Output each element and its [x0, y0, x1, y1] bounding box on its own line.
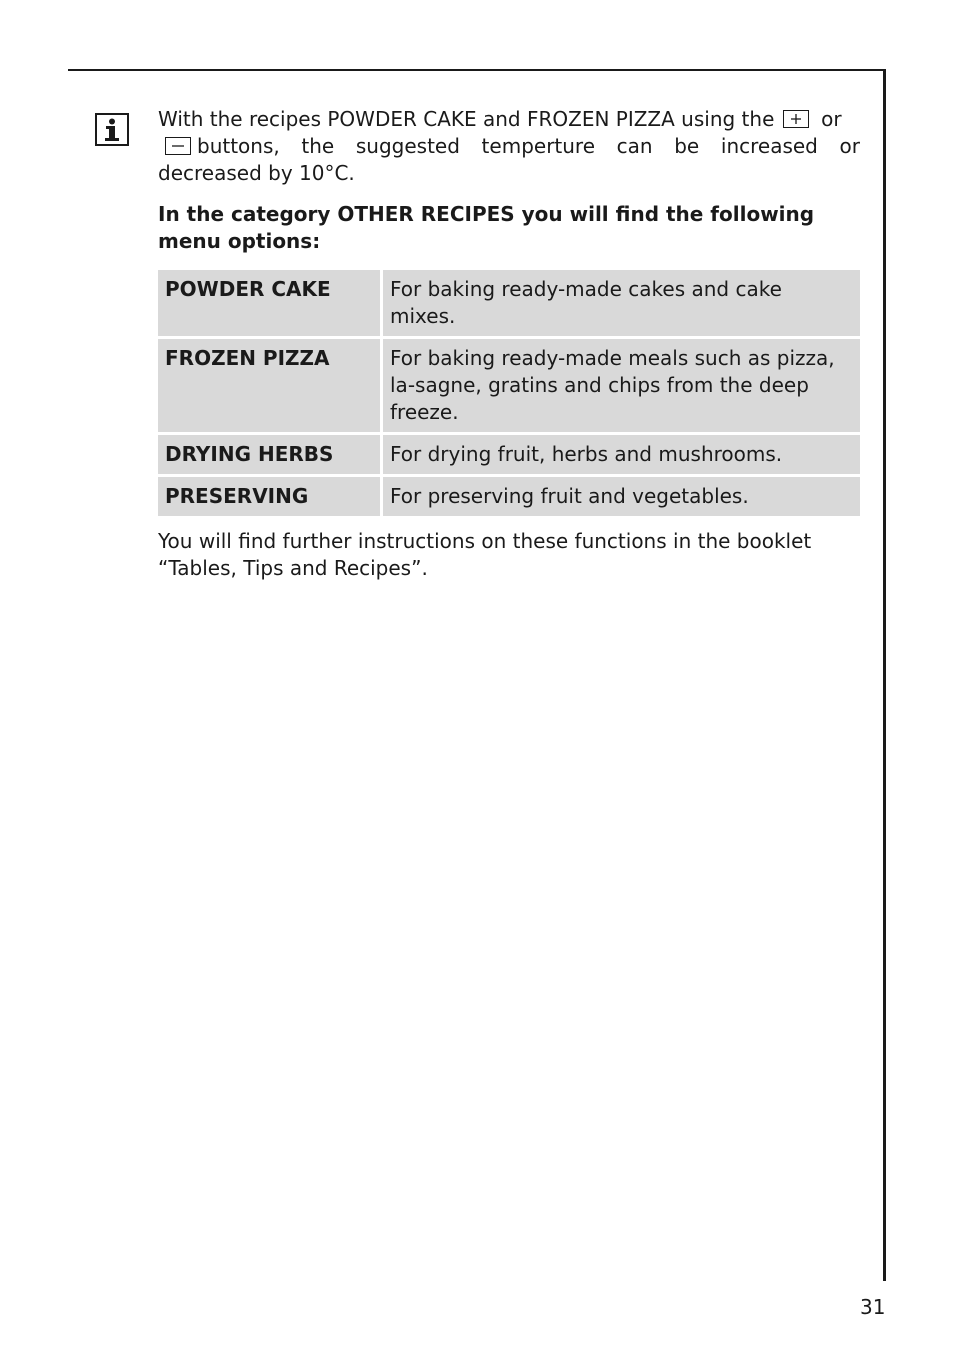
option-description: For drying fruit, herbs and mushrooms.: [383, 435, 860, 477]
option-name: DRYING HERBS: [158, 435, 383, 477]
table-row: [158, 435, 860, 477]
menu-options-table: [158, 270, 860, 516]
top-rule: [68, 69, 886, 71]
footer-note: You will find further instructions on these functions in the booklet “Tables, Tips and Recipes”.: [158, 529, 812, 580]
option-name: FROZEN PIZZA: [158, 339, 383, 435]
minus-key-icon: [165, 137, 191, 155]
page-number: 31: [860, 1295, 886, 1319]
note-text-or: or: [821, 107, 842, 131]
note-text-2: buttons, the suggested temperture can be increased or decreased by 10°C.: [158, 134, 860, 185]
option-name: POWDER CAKE: [158, 270, 383, 339]
option-description: For baking ready-made meals such as pizza, la-sagne, gratins and chips from the deep freeze.: [383, 339, 860, 435]
option-description: For preserving fruit and vegetables.: [383, 477, 860, 516]
page-content: [158, 106, 860, 582]
table-row: [158, 477, 860, 516]
option-name: PRESERVING: [158, 477, 383, 516]
info-note: [158, 106, 860, 187]
info-icon: [95, 113, 129, 146]
section-heading: In the category OTHER RECIPES you will find the following menu options:: [158, 202, 815, 253]
table-row: [158, 270, 860, 339]
option-description: For baking ready-made cakes and cake mixes.: [383, 270, 860, 339]
plus-key-icon: [783, 110, 809, 128]
note-text-1: With the recipes POWDER CAKE and FROZEN PIZZA using the: [158, 107, 775, 131]
right-margin-rule: [883, 69, 886, 1281]
table-row: [158, 339, 860, 435]
